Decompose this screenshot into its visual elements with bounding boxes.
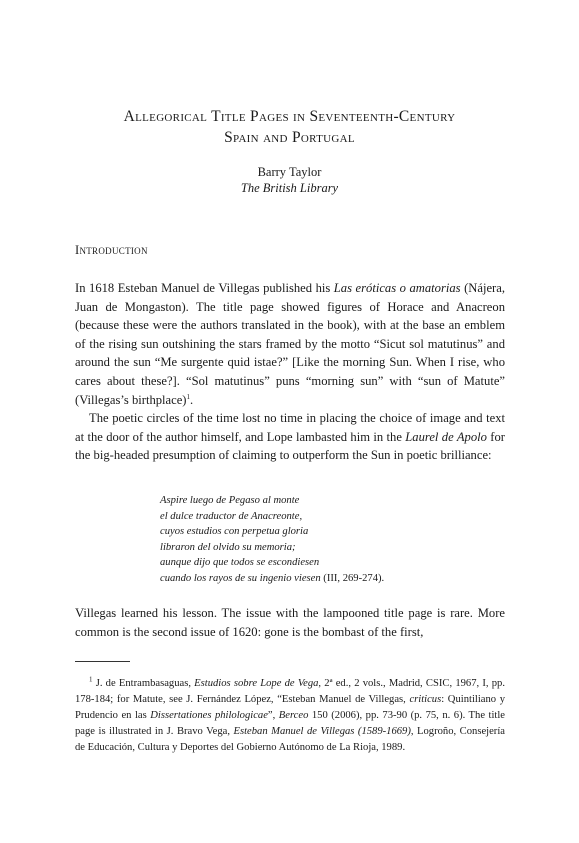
footnote-1: $^1$ J. de Entrambasaguas, Estudios sobre Lope de Vega, 2ª ed., 2 vols., Madrid, CSIC, 1967, I, pp. 178-184; for Matute, see J. Fernández López, “Esteban Manuel de Villegas, criticus: Quintiliano y Prudencio en las Dissertationes philologicae”, Berceo 150 (2006), pp. 73-90 (p. 75, n. 6). The title page is illustrated in J. Bravo Vega, Esteban Manuel de Villegas (1589-1669), Logroño, Consejería de Educación, Cultura y Deportes del Gobierno Autónomo de La Rioja, 1989. (75, 675, 505, 753)
verse-line: el dulce traductor de Anacreonte, (160, 510, 303, 522)
footnote-mark: 1 (89, 675, 93, 684)
verse-line: Aspire luego de Pegaso al monte (160, 495, 300, 506)
paragraph-3: Villegas learned his lesson. The issue with the lampooned title page is rare. More common is the second issue of 1620: gone is the bombast of the first, (75, 606, 505, 639)
verse-line: cuyos estudios con perpetua gloria (160, 526, 309, 538)
article-title (40, 106, 539, 148)
body-text-continued (75, 604, 505, 641)
footnote-reference[interactable]: 1 (186, 392, 190, 401)
author-affiliation: The British Library (240, 181, 339, 195)
paragraph-2: The poetic circles of the time lost no time in placing the choice of image and text at the door of the author himself, and Lope lambasted him in the Laurel de Apolo for the big-headed presumption of claiming to outperform the Sun in poetic brilliance: (75, 411, 505, 463)
body-text (75, 279, 505, 465)
verse-line: aunque dijo que todos se escondiesen (160, 557, 320, 569)
verse-citation: (III, 269-274). (320, 572, 385, 584)
verse-line-last: cuando los rayos de su ingenio viesen (III, 269-274). (160, 572, 385, 584)
verse-quotation (160, 493, 500, 587)
article-title-line-2: Spain and Portugal (224, 129, 355, 146)
footnote-divider (75, 661, 130, 662)
author-name: Barry Taylor (257, 165, 322, 179)
section-heading: Introduction (75, 243, 148, 257)
verse-line: libraron del olvido su memoria; (160, 541, 296, 553)
article-title-line-1: Allegorical Title Pages in Seventeenth-Century (123, 108, 456, 125)
paragraph-1: In 1618 Esteban Manuel de Villegas published his Las eróticas o amatorias (Nájera, Juan de Mongaston). The title page showed figures of Horace and Anacreon (because these were the authors translated in the book), with at the base an emblem of the rising sun outshining the stars framed by the motto “Sicut sol matutinus” and around the sun “Me surgente quid istae?” [Like the morning Sun. When I rise, who cares about these?]. “Sol matutinus” puns “morning sun” with “sun of Matute” (Villegas’s birthplace)$^1$. (75, 281, 505, 407)
